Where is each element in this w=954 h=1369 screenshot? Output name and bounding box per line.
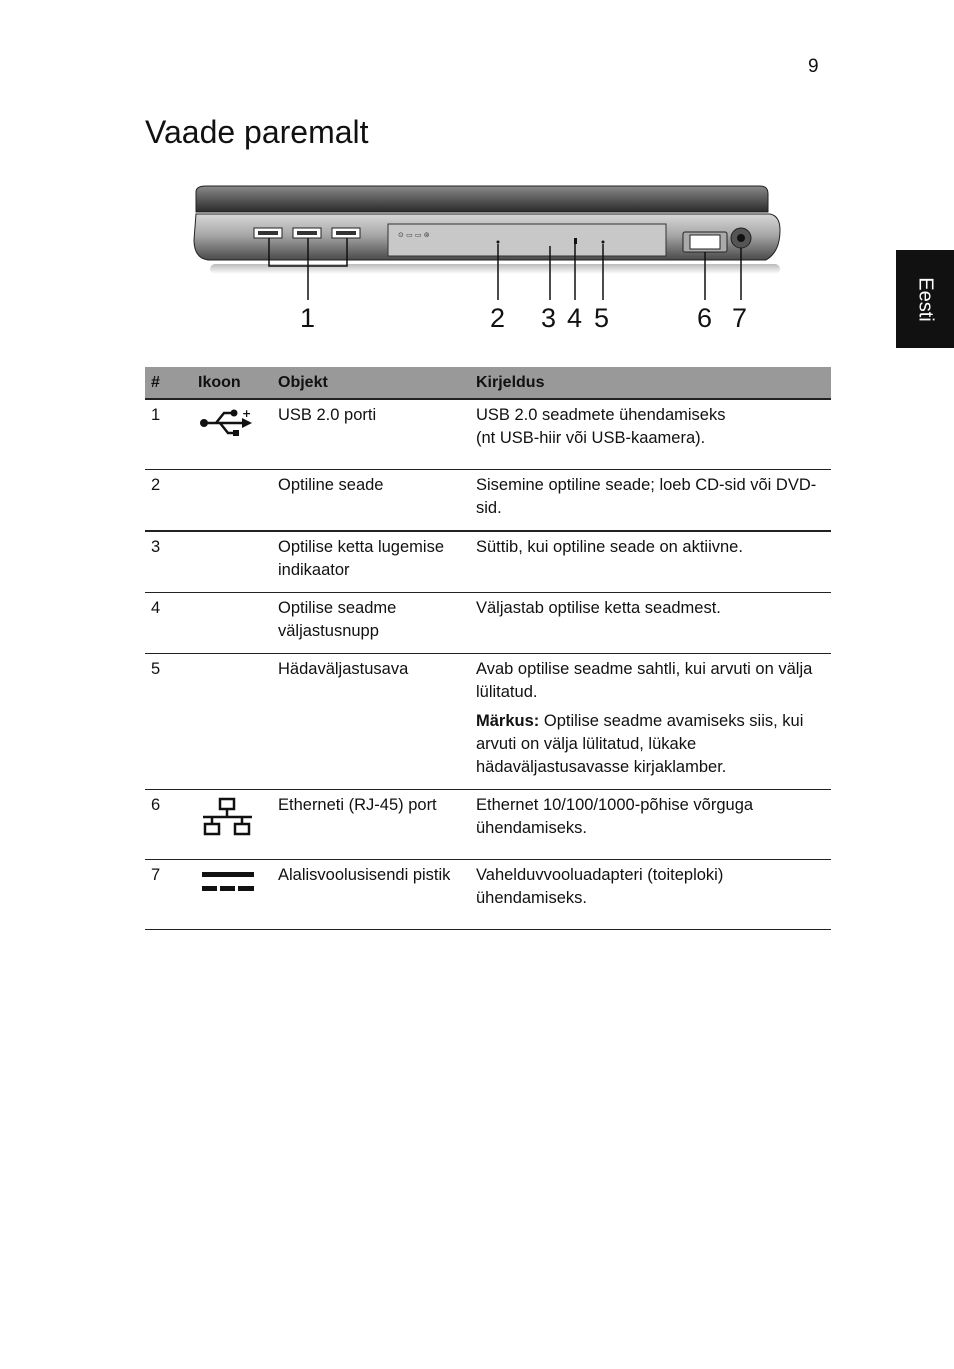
header-icon: Ikoon <box>198 367 278 399</box>
row-num: 7 <box>145 859 198 929</box>
table-row <box>145 592 831 653</box>
language-tab-label: Eesti <box>914 276 937 322</box>
usb-icon <box>198 406 258 438</box>
svg-text:⊙ ▭ ▭ ⊚: ⊙ ▭ ▭ ⊚ <box>398 231 430 239</box>
row-num: 4 <box>145 592 198 653</box>
row-description: Väljastab optilise ketta seadmest. <box>476 592 831 653</box>
row-object: Etherneti (RJ-45) port <box>278 789 476 859</box>
table-row <box>145 531 831 593</box>
callout-5: 5 <box>594 303 610 333</box>
note-text: Optilise seadme avamiseks siis, kui arvuti on välja lülitatud, lükake hädaväljastusavasse kirjaklamber. <box>476 711 804 776</box>
table-row <box>145 653 831 789</box>
callout-6: 6 <box>697 303 713 333</box>
optical-drive <box>388 224 666 256</box>
table-header-row <box>145 367 831 399</box>
row-description: Süttib, kui optiline seade on aktiivne. <box>476 531 831 593</box>
callout-2: 2 <box>490 303 506 333</box>
usb-ports <box>254 228 360 238</box>
row-description: USB 2.0 seadmete ühendamiseks <box>476 406 726 424</box>
row-object: Optilise seadme väljastusnupp <box>278 592 476 653</box>
table-row <box>145 399 831 469</box>
row-object: Hädaväljastusava <box>278 653 476 789</box>
row-description: Vahelduvvooluadapteri (toiteploki) ühendamiseks. <box>476 859 831 929</box>
row-description: (nt USB-hiir või USB-kaamera). <box>476 429 706 447</box>
row-description: Ethernet 10/100/1000-põhise võrguga ühendamiseks. <box>476 789 831 859</box>
row-num: 5 <box>145 653 198 789</box>
row-num: 2 <box>145 469 198 531</box>
row-object: USB 2.0 porti <box>278 399 476 469</box>
network-icon <box>198 796 258 838</box>
header-description: Kirjeldus <box>476 367 831 399</box>
row-num: 1 <box>145 399 198 469</box>
page-title: Vaade paremalt <box>145 114 369 150</box>
table-row <box>145 789 831 859</box>
row-object: Alalisvoolusisendi pistik <box>278 859 476 929</box>
row-description: Avab optilise seadme sahtli, kui arvuti on välja lülitatud. <box>476 659 813 701</box>
laptop-lid <box>196 186 768 212</box>
dc-power-icon <box>198 866 258 898</box>
header-object: Objekt <box>278 367 476 399</box>
dc-jack <box>731 228 751 248</box>
page-number: 9 <box>808 56 819 77</box>
ethernet-port <box>683 232 727 252</box>
row-num: 3 <box>145 531 198 593</box>
table-row <box>145 469 831 531</box>
row-object: Optilise ketta lugemise indikaator <box>278 531 476 593</box>
row-num: 6 <box>145 789 198 859</box>
callout-4: 4 <box>567 303 583 333</box>
table-row <box>145 859 831 929</box>
row-object: Optiline seade <box>278 469 476 531</box>
note-label: Märkus: <box>476 711 540 730</box>
language-tab <box>896 250 954 348</box>
spec-table <box>145 367 831 930</box>
header-num: # <box>145 367 198 399</box>
laptop-right-side-illustration <box>180 180 800 340</box>
row-description: Sisemine optiline seade; loeb CD-sid või DVD-sid. <box>476 469 831 531</box>
callout-7: 7 <box>732 303 748 333</box>
row-note <box>476 710 831 779</box>
callout-3: 3 <box>541 303 557 333</box>
callout-1: 1 <box>300 303 316 333</box>
svg-text:+: + <box>242 407 252 420</box>
